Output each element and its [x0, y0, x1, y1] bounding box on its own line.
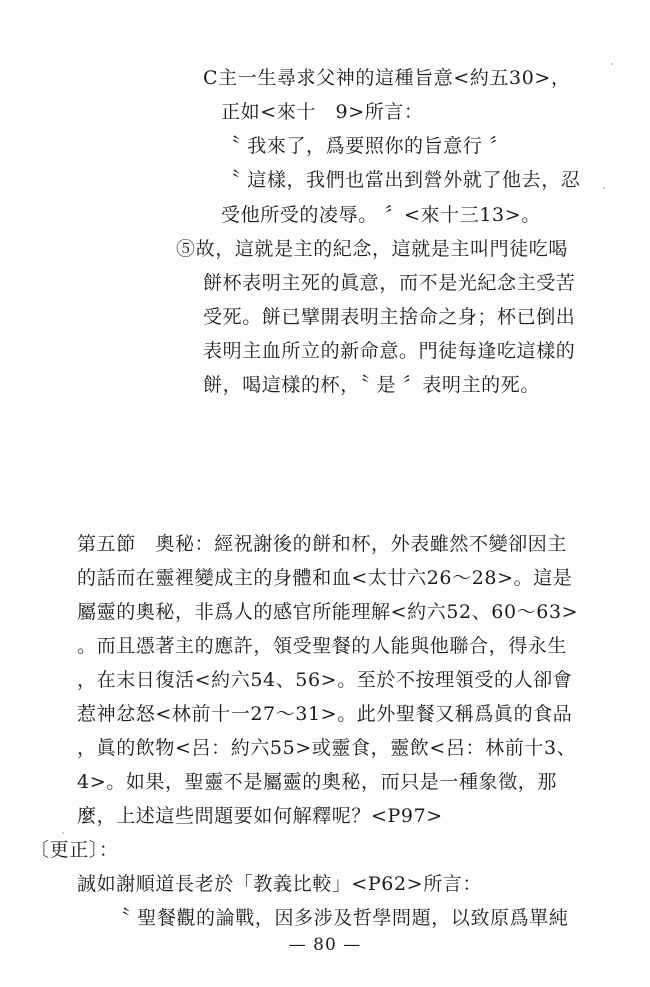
- text-line: 惹神忿怒<林前十一27～31>。此外聖餐又稱爲眞的食品: [77, 703, 573, 725]
- scan-speck: [62, 832, 64, 834]
- text-line: 麼，上述這些問題要如何解釋呢？<P97>: [77, 805, 443, 827]
- text-line: 4>。如果，聖靈不是屬靈的奧秘，而只是一種象徵，那: [77, 771, 558, 793]
- text-line: ⑤故，這就是主的紀念，這就是主叫門徒吃喝: [176, 238, 569, 260]
- text-line: 〝 聖餐觀的論戰，因多涉及哲學問題，以致原爲單純: [111, 907, 569, 929]
- text-line: 第五節 奧秘：經祝謝後的餅和杯，外表雖然不變卻因主: [77, 533, 568, 555]
- scan-speck: [603, 187, 605, 189]
- text-line: 〝 我來了，爲要照你的旨意行 〞: [221, 135, 509, 157]
- text-line: C主一生尋求父神的這種旨意<約五30>，: [203, 67, 571, 89]
- text-line: 受死。餅已擘開表明主捨命之身；杯已倒出: [203, 306, 576, 328]
- text-line: 餅杯表明主死的眞意，而不是光紀念主受苦: [203, 272, 576, 294]
- text-line: 餅，喝這樣的杯，〝 是 〞表明主的死。: [203, 374, 540, 396]
- text-line: 正如<來十 9>所言：: [221, 101, 424, 123]
- text-line: ，眞的飲物<呂：約六55>或靈食，靈飲<呂：林前十3、: [77, 737, 577, 759]
- page-number: — 80 —: [288, 935, 362, 955]
- text-line: 屬靈的奧秘，非爲人的感官所能理解<約六52、60～63>: [77, 601, 579, 623]
- text-line: 的話而在靈裡變成主的身體和血<太廿六26～28>。這是: [77, 567, 573, 589]
- text-line: 誠如謝順道長老於「教義比較」<P62>所言：: [77, 873, 483, 895]
- correction-heading: 〔更正〕：: [30, 839, 119, 861]
- text-line: 〝 這樣，我們也當出到營外就了他去，忍: [221, 169, 581, 191]
- text-line: 表明主血所立的新命意。門徒每逢吃這樣的: [203, 340, 576, 362]
- scan-speck: [611, 63, 613, 65]
- text-line: ，在末日復活<約六54、56>。至於不按理領受的人卻會: [77, 669, 573, 691]
- text-line: 。而且憑著主的應許，領受聖餐的人能與他聯合，得永生: [77, 635, 568, 657]
- text-line: 受他所受的凌辱。 〞<來十三13>。: [221, 204, 541, 226]
